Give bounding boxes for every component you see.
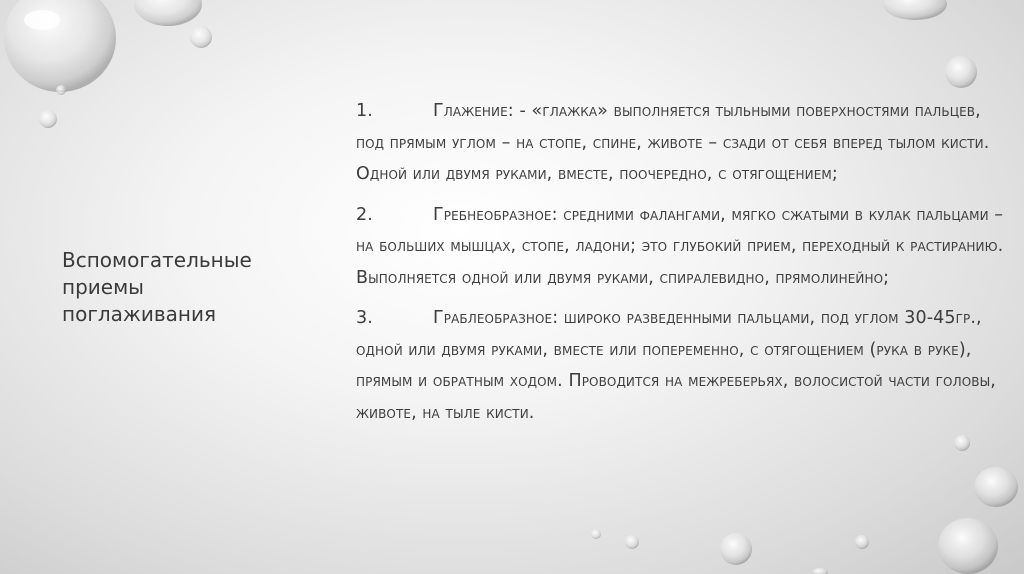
water-drop — [855, 535, 869, 549]
list-item — [356, 96, 1006, 191]
water-drop — [812, 568, 828, 574]
title-line: приемы — [62, 275, 144, 299]
title-line: поглаживания — [62, 302, 217, 326]
water-drop — [625, 535, 639, 549]
water-drop — [938, 518, 998, 574]
water-drop — [974, 467, 1018, 507]
water-drop — [591, 529, 601, 539]
item-description: широко разведенными пальцами, под углом 30-45гр., одной или двумя руками, вместе или попеременно, с отягощением (рука в руке), прямым и обратным ходом. Проводится на межреберьях, волосистой части головы, животе, на тыле кисти. — [356, 308, 996, 423]
water-drop — [190, 26, 212, 48]
water-drop — [883, 0, 947, 20]
item-number: 3. — [356, 308, 373, 328]
item-number: 1. — [356, 101, 373, 121]
item-description: средними фалангами, мягко сжатыми в кулак пальцами – на больших мышцах, стопе, ладони; это глубокий прием, переходный к растиранию. Выполняется одной или двумя руками, спиралевидно, прямолинейно; — [356, 204, 1004, 288]
item-term: Гребнеобразное: — [433, 204, 558, 225]
water-drop — [4, 0, 116, 92]
item-term: Граблеобразное: — [433, 308, 559, 328]
list-item — [356, 303, 1006, 429]
water-drop — [945, 56, 977, 88]
item-term: Глажение: — [433, 101, 514, 121]
list-item — [356, 200, 1006, 295]
water-drop — [134, 0, 202, 26]
water-drop — [720, 533, 752, 565]
item-description: - «глажка» выполняется тыльными поверхностями пальцев, под прямым углом – на стопе, спине, животе – сзади от себя вперед тылом кисти. Одной или двумя руками, вместе, поочередно, с отягощением; — [356, 101, 990, 184]
technique-list — [356, 96, 1006, 438]
title-line: Вспомогательные — [62, 248, 252, 272]
item-number: 2. — [356, 204, 373, 225]
slide-title — [62, 247, 322, 328]
water-drop — [56, 85, 66, 95]
water-drop — [39, 110, 57, 128]
